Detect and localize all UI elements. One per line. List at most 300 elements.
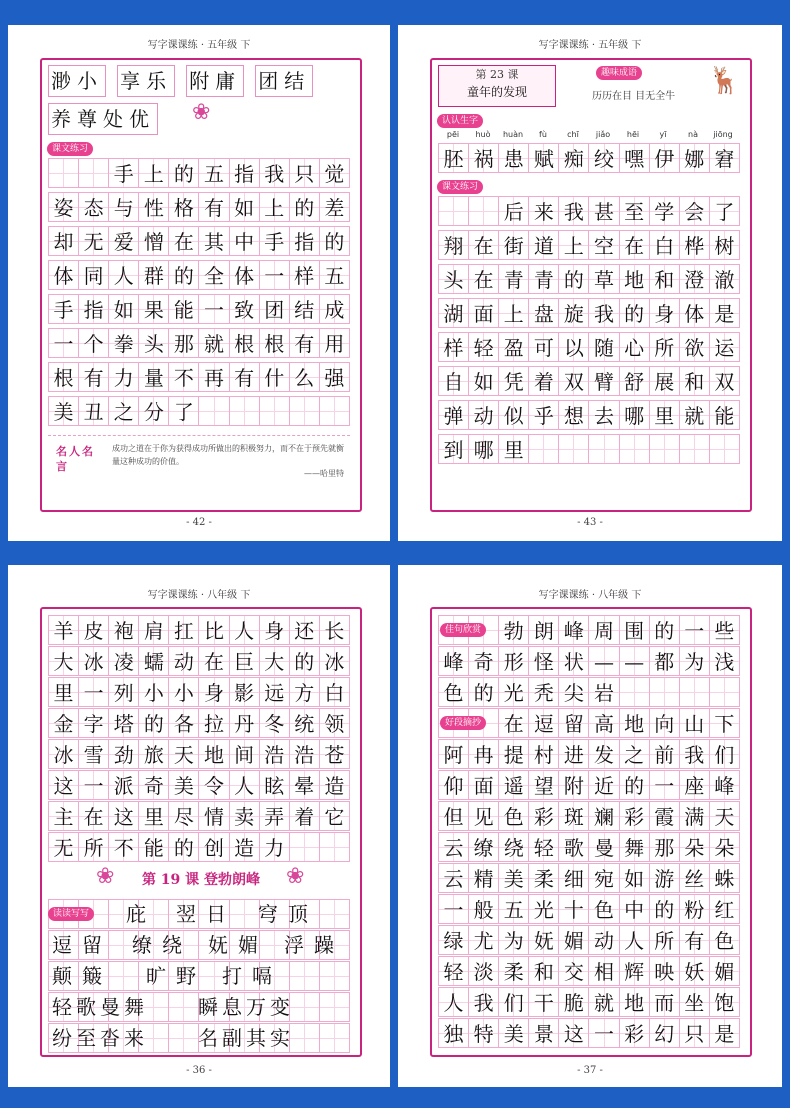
grid-cell: 头 <box>438 264 469 294</box>
grid-cell: 尤 <box>469 925 499 955</box>
grid-row <box>438 196 740 226</box>
grid-cell: 所 <box>650 332 680 362</box>
grid-cell: 干 <box>529 987 559 1017</box>
grid-cell: 痴 <box>559 143 589 173</box>
grid-cell: 所 <box>650 925 680 955</box>
grid-cell: 随 <box>589 332 619 362</box>
word-overlay <box>48 899 350 1049</box>
vocab-word: 享乐 <box>117 65 175 97</box>
grid-cell: 我 <box>260 158 290 188</box>
grid-cell: 这 <box>109 801 139 831</box>
section-tag: 课文练习 <box>437 180 483 194</box>
grid-cell: 湖 <box>438 298 469 328</box>
grid-cell: 浅 <box>710 646 740 676</box>
grid-cell: 的 <box>620 298 650 328</box>
grid-cell: 白 <box>320 677 350 707</box>
grid-cell: 雪 <box>79 739 109 769</box>
grid-cell: 天 <box>710 801 740 831</box>
grid-cell: 映 <box>650 956 680 986</box>
grid-cell: 哪 <box>469 434 499 464</box>
word-item: 轻歌曼舞 <box>52 995 148 1019</box>
grid-cell: 娜 <box>680 143 710 173</box>
grid-cell: 座 <box>680 770 710 800</box>
grid-cell <box>710 677 740 707</box>
grid-cell: 精 <box>469 863 499 893</box>
grid-cell: 秃 <box>529 677 559 707</box>
grid-cell: 盈 <box>499 332 529 362</box>
grid-cell: 它 <box>320 801 350 831</box>
grid-row <box>48 158 350 188</box>
grid-cell: 地 <box>620 264 650 294</box>
grid-cell: 舒 <box>620 366 650 396</box>
grid-cell: 样 <box>290 260 320 290</box>
grid-row <box>48 328 350 358</box>
grid-cell: 胚 <box>438 143 469 173</box>
grid-cell: 群 <box>139 260 169 290</box>
grid-cell: 了 <box>169 396 199 426</box>
grid-cell: 动 <box>169 646 199 676</box>
grid-cell: 中 <box>230 226 260 256</box>
grid-cell: 妩 <box>529 925 559 955</box>
page-number: - 37 - <box>577 1065 603 1076</box>
grid-cell: 红 <box>710 894 740 924</box>
grid-cell: 前 <box>650 739 680 769</box>
grid-cell: 甚 <box>589 196 619 226</box>
grid-cell: 云 <box>438 863 469 893</box>
word-item: 翌日 <box>176 902 236 926</box>
grid-cell: 主 <box>48 801 79 831</box>
flower-decoration-icon: ❀ <box>192 100 211 125</box>
grid-cell <box>79 158 109 188</box>
grid-cell: 祸 <box>469 143 499 173</box>
grid-cell: 着 <box>529 366 559 396</box>
grid-cell: 美 <box>499 1018 529 1048</box>
grid-cell: 柔 <box>499 956 529 986</box>
grid-cell: 无 <box>79 226 109 256</box>
flower-decoration-icon: ❀ <box>286 864 305 889</box>
grid-cell: 量 <box>139 362 169 392</box>
grid-row <box>438 264 740 294</box>
grid-cell <box>650 677 680 707</box>
grid-cell: 五 <box>199 158 229 188</box>
grid-cell: 之 <box>620 739 650 769</box>
grid-row <box>438 332 740 362</box>
writing-grid <box>438 196 740 466</box>
grid-cell: 的 <box>169 832 199 862</box>
grid-row <box>48 294 350 324</box>
grid-cell: 峰 <box>438 646 469 676</box>
grid-cell: 窘 <box>710 143 740 173</box>
grid-cell: 各 <box>169 708 199 738</box>
grid-cell: 地 <box>199 739 229 769</box>
pinyin-label: huò <box>475 130 491 139</box>
grid-cell: 奇 <box>139 770 169 800</box>
grid-cell: 会 <box>680 196 710 226</box>
grid-cell: 嘿 <box>620 143 650 173</box>
grid-cell: 到 <box>438 434 469 464</box>
grid-cell: 绕 <box>499 832 529 862</box>
pinyin-row <box>438 130 740 142</box>
grid-cell: 就 <box>199 328 229 358</box>
grid-cell: 为 <box>680 646 710 676</box>
grid-cell: 指 <box>290 226 320 256</box>
pinyin-label: chī <box>567 130 579 139</box>
grid-cell: 团 <box>260 294 290 324</box>
page-43 <box>398 25 782 541</box>
vocab-line-2 <box>48 103 158 135</box>
grid-cell: 一 <box>79 677 109 707</box>
grid-cell <box>529 434 559 464</box>
grid-row <box>438 1018 740 1048</box>
grid-cell: 上 <box>139 158 169 188</box>
grid-cell: 爱 <box>109 226 139 256</box>
grid-cell: 之 <box>109 396 139 426</box>
word-item: 穹顶 <box>258 902 318 926</box>
lesson-title: 童年的发现 <box>466 85 527 99</box>
grid-cell: 街 <box>499 230 529 260</box>
grid-cell: 我 <box>589 298 619 328</box>
grid-cell: 美 <box>499 863 529 893</box>
grid-cell: 的 <box>650 615 680 645</box>
grid-cell: 巨 <box>230 646 260 676</box>
grid-cell: 分 <box>139 396 169 426</box>
grid-cell: 上 <box>499 298 529 328</box>
grid-cell: 同 <box>79 260 109 290</box>
grid-cell: 附 <box>559 770 589 800</box>
grid-cell: 派 <box>109 770 139 800</box>
grid-cell: 但 <box>438 801 469 831</box>
grid-cell: 头 <box>139 328 169 358</box>
grid-cell: 峰 <box>710 770 740 800</box>
grid-cell <box>48 158 79 188</box>
grid-cell: 用 <box>320 328 350 358</box>
grid-cell: 形 <box>499 646 529 676</box>
grid-cell: 无 <box>48 832 79 862</box>
grid-cell: 向 <box>650 708 680 738</box>
grid-cell: 根 <box>230 328 260 358</box>
word-item: 浮躁 <box>284 933 344 957</box>
grid-cell: 的 <box>139 708 169 738</box>
grid-cell: 性 <box>139 192 169 222</box>
grid-cell: 根 <box>260 328 290 358</box>
pinyin-label: hēi <box>626 130 640 139</box>
quote-badge: 名人名言 <box>56 445 95 473</box>
grid-cell: 皮 <box>79 615 109 645</box>
grid-cell: 里 <box>139 801 169 831</box>
section-tag: 课文练习 <box>47 142 93 156</box>
grid-cell: 阿 <box>438 739 469 769</box>
grid-cell: 欲 <box>680 332 710 362</box>
grid-cell: 与 <box>109 192 139 222</box>
grid-cell: 肩 <box>139 615 169 645</box>
grid-cell: 细 <box>559 863 589 893</box>
grid-cell: 扛 <box>169 615 199 645</box>
grid-cell: 凌 <box>109 646 139 676</box>
grid-cell: 饱 <box>710 987 740 1017</box>
grid-cell: 差 <box>320 192 350 222</box>
grid-cell: 凭 <box>499 366 529 396</box>
vocab-line-1 <box>48 65 313 97</box>
grid-cell: 其 <box>199 226 229 256</box>
grid-cell: 那 <box>650 832 680 862</box>
grid-cell: 近 <box>589 770 619 800</box>
grid-cell: 展 <box>650 366 680 396</box>
grid-cell: 后 <box>499 196 529 226</box>
grid-cell: 在 <box>469 230 499 260</box>
grid-row <box>438 366 740 396</box>
grid-cell: 体 <box>48 260 79 290</box>
grid-cell: 我 <box>680 739 710 769</box>
grid-cell: — <box>620 646 650 676</box>
grid-cell: 幻 <box>650 1018 680 1048</box>
new-char-row <box>438 143 740 173</box>
grid-cell: 彩 <box>529 801 559 831</box>
grid-cell: 的 <box>559 264 589 294</box>
page-frame <box>40 607 362 1057</box>
grid-cell: 光 <box>499 677 529 707</box>
grid-cell: 面 <box>469 298 499 328</box>
page-number: - 43 - <box>577 517 603 528</box>
grid-row <box>438 434 740 464</box>
grid-cell: 创 <box>199 832 229 862</box>
grid-row <box>438 925 740 955</box>
quote-author: ——哈里特 <box>304 469 344 478</box>
grid-cell: 下 <box>710 708 740 738</box>
grid-cell: 树 <box>710 230 740 260</box>
grid-cell: 周 <box>589 615 619 645</box>
grid-cell: 指 <box>230 158 260 188</box>
grid-cell: 的 <box>290 192 320 222</box>
grid-cell: 轻 <box>438 956 469 986</box>
grid-cell: 塔 <box>109 708 139 738</box>
grid-cell: 着 <box>290 801 320 831</box>
grid-cell: 美 <box>48 396 79 426</box>
grid-cell: 天 <box>169 739 199 769</box>
grid-cell: 在 <box>499 708 529 738</box>
grid-cell: 彩 <box>620 801 650 831</box>
grid-cell: 村 <box>529 739 559 769</box>
grid-cell: 白 <box>650 230 680 260</box>
idiom-text: 历历在目 目无全牛 <box>592 91 676 102</box>
grid-cell: 浩 <box>290 739 320 769</box>
grid-cell: 面 <box>469 770 499 800</box>
pinyin-label: fù <box>539 130 547 139</box>
grid-cell: 果 <box>139 294 169 324</box>
grid-cell: 的 <box>650 894 680 924</box>
grid-cell: 为 <box>499 925 529 955</box>
word-item: 颠簸 <box>52 964 112 988</box>
grid-cell: 和 <box>529 956 559 986</box>
grid-cell: 金 <box>48 708 79 738</box>
grid-cell: 澄 <box>680 264 710 294</box>
grid-cell: 些 <box>710 615 740 645</box>
grid-cell: 领 <box>320 708 350 738</box>
word-item: 旷野 <box>146 964 206 988</box>
word-item: 纷至沓来 <box>52 1026 148 1050</box>
grid-cell: 大 <box>48 646 79 676</box>
grid-cell: 柔 <box>529 863 559 893</box>
grid-cell: 道 <box>529 230 559 260</box>
grid-cell: 令 <box>199 770 229 800</box>
grid-cell <box>260 396 290 426</box>
grid-cell: 色 <box>710 925 740 955</box>
grid-cell: 格 <box>169 192 199 222</box>
grid-cell <box>290 396 320 426</box>
word-item: 妩媚 <box>208 933 268 957</box>
grid-cell: 心 <box>620 332 650 362</box>
vocab-word: 养尊处优 <box>48 103 158 135</box>
grid-cell: 所 <box>79 832 109 862</box>
grid-cell <box>620 677 650 707</box>
grid-cell: 什 <box>260 362 290 392</box>
grid-row <box>48 708 350 738</box>
grid-cell: 冰 <box>48 739 79 769</box>
grid-cell: 臂 <box>589 366 619 396</box>
grid-cell <box>320 832 350 862</box>
grid-cell: 不 <box>109 832 139 862</box>
grid-row <box>48 801 350 831</box>
grid-cell: 蠕 <box>139 646 169 676</box>
grid-cell: 却 <box>48 226 79 256</box>
grid-cell <box>469 196 499 226</box>
grid-cell: 有 <box>199 192 229 222</box>
grid-cell: 我 <box>559 196 589 226</box>
grid-row <box>48 192 350 222</box>
grid-cell: 体 <box>680 298 710 328</box>
grid-cell: 是 <box>710 1018 740 1048</box>
grid-cell: 患 <box>499 143 529 173</box>
grid-cell: 辉 <box>620 956 650 986</box>
grid-cell: 这 <box>559 1018 589 1048</box>
grid-cell: 怪 <box>529 646 559 676</box>
grid-cell: 有 <box>230 362 260 392</box>
grid-cell: 丑 <box>79 396 109 426</box>
grid-cell: 草 <box>589 264 619 294</box>
grid-cell: 一 <box>680 615 710 645</box>
grid-cell: 朗 <box>529 615 559 645</box>
grid-cell: 小 <box>169 677 199 707</box>
grid-cell: 致 <box>230 294 260 324</box>
grid-cell <box>589 434 619 464</box>
grid-cell: 朵 <box>710 832 740 862</box>
pinyin-label: huàn <box>502 130 524 139</box>
grid-cell: 觉 <box>320 158 350 188</box>
lesson-number: 第 23 课 <box>475 68 519 81</box>
grid-cell: 一 <box>260 260 290 290</box>
grid-cell <box>559 434 589 464</box>
grid-cell: 去 <box>589 400 619 430</box>
grid-cell: 朵 <box>680 832 710 862</box>
grid-cell: 交 <box>559 956 589 986</box>
grid-cell: 来 <box>529 196 559 226</box>
grid-row <box>48 615 350 645</box>
grid-cell: 蛛 <box>710 863 740 893</box>
grid-cell: 里 <box>650 400 680 430</box>
grid-cell: 结 <box>290 294 320 324</box>
word-item: 瞬息万变 <box>198 995 294 1019</box>
grid-cell: 的 <box>169 260 199 290</box>
grid-cell: 勃 <box>499 615 529 645</box>
grid-cell: 围 <box>620 615 650 645</box>
section-tag-excerpt: 好段摘抄 <box>440 716 486 730</box>
writing-grid <box>438 615 740 1049</box>
grid-row <box>438 863 740 893</box>
grid-row <box>438 956 740 986</box>
grid-cell: 峰 <box>559 615 589 645</box>
grid-cell: 只 <box>680 1018 710 1048</box>
grid-row <box>438 801 740 831</box>
grid-cell: 列 <box>109 677 139 707</box>
grid-cell: 和 <box>680 366 710 396</box>
grid-cell: 而 <box>650 987 680 1017</box>
grid-cell: 赋 <box>529 143 559 173</box>
grid-cell: 卖 <box>230 801 260 831</box>
grid-cell: 宛 <box>589 863 619 893</box>
grid-cell: 上 <box>260 192 290 222</box>
grid-cell: 一 <box>48 328 79 358</box>
grid-cell: 可 <box>529 332 559 362</box>
grid-cell: 就 <box>589 987 619 1017</box>
grid-cell: 相 <box>589 956 619 986</box>
grid-cell: 绿 <box>438 925 469 955</box>
grid-cell: 人 <box>620 925 650 955</box>
grid-cell: 人 <box>230 770 260 800</box>
lesson-heading: 第 19 课 登勃朗峰 <box>141 872 261 888</box>
grid-row <box>438 770 740 800</box>
grid-cell: 人 <box>230 615 260 645</box>
grid-cell: 晕 <box>290 770 320 800</box>
grid-cell <box>650 434 680 464</box>
grid-cell: 游 <box>650 863 680 893</box>
grid-cell: 冬 <box>260 708 290 738</box>
grid-cell: 力 <box>260 832 290 862</box>
grid-cell: 般 <box>469 894 499 924</box>
grid-cell: 不 <box>169 362 199 392</box>
grid-cell: 至 <box>620 196 650 226</box>
grid-cell: 动 <box>469 400 499 430</box>
fun-idiom-badge: 趣味成语 <box>596 66 642 80</box>
grid-cell: 伊 <box>650 143 680 173</box>
grid-cell: 的 <box>320 226 350 256</box>
grid-cell <box>320 396 350 426</box>
grid-cell: 身 <box>199 677 229 707</box>
page-number: - 42 - <box>186 517 212 528</box>
grid-cell: 空 <box>589 230 619 260</box>
grid-cell <box>710 434 740 464</box>
grid-cell: 如 <box>469 366 499 396</box>
word-item: 庇 <box>126 902 146 926</box>
grid-cell: 乎 <box>529 400 559 430</box>
grid-cell: 影 <box>230 677 260 707</box>
grid-row <box>438 894 740 924</box>
grid-cell: 造 <box>320 770 350 800</box>
grid-cell: 浩 <box>260 739 290 769</box>
grid-cell: 是 <box>710 298 740 328</box>
grid-cell: 再 <box>199 362 229 392</box>
grid-cell: 自 <box>438 366 469 396</box>
grid-cell: 字 <box>79 708 109 738</box>
grid-cell: 能 <box>710 400 740 430</box>
grid-cell: 冉 <box>469 739 499 769</box>
grid-cell: 留 <box>559 708 589 738</box>
grid-cell <box>680 677 710 707</box>
page-frame <box>430 58 752 512</box>
grid-cell <box>199 396 229 426</box>
grid-cell: 脆 <box>559 987 589 1017</box>
grid-cell: 曼 <box>589 832 619 862</box>
word-item: 缭绕 <box>132 933 192 957</box>
grid-cell <box>290 832 320 862</box>
